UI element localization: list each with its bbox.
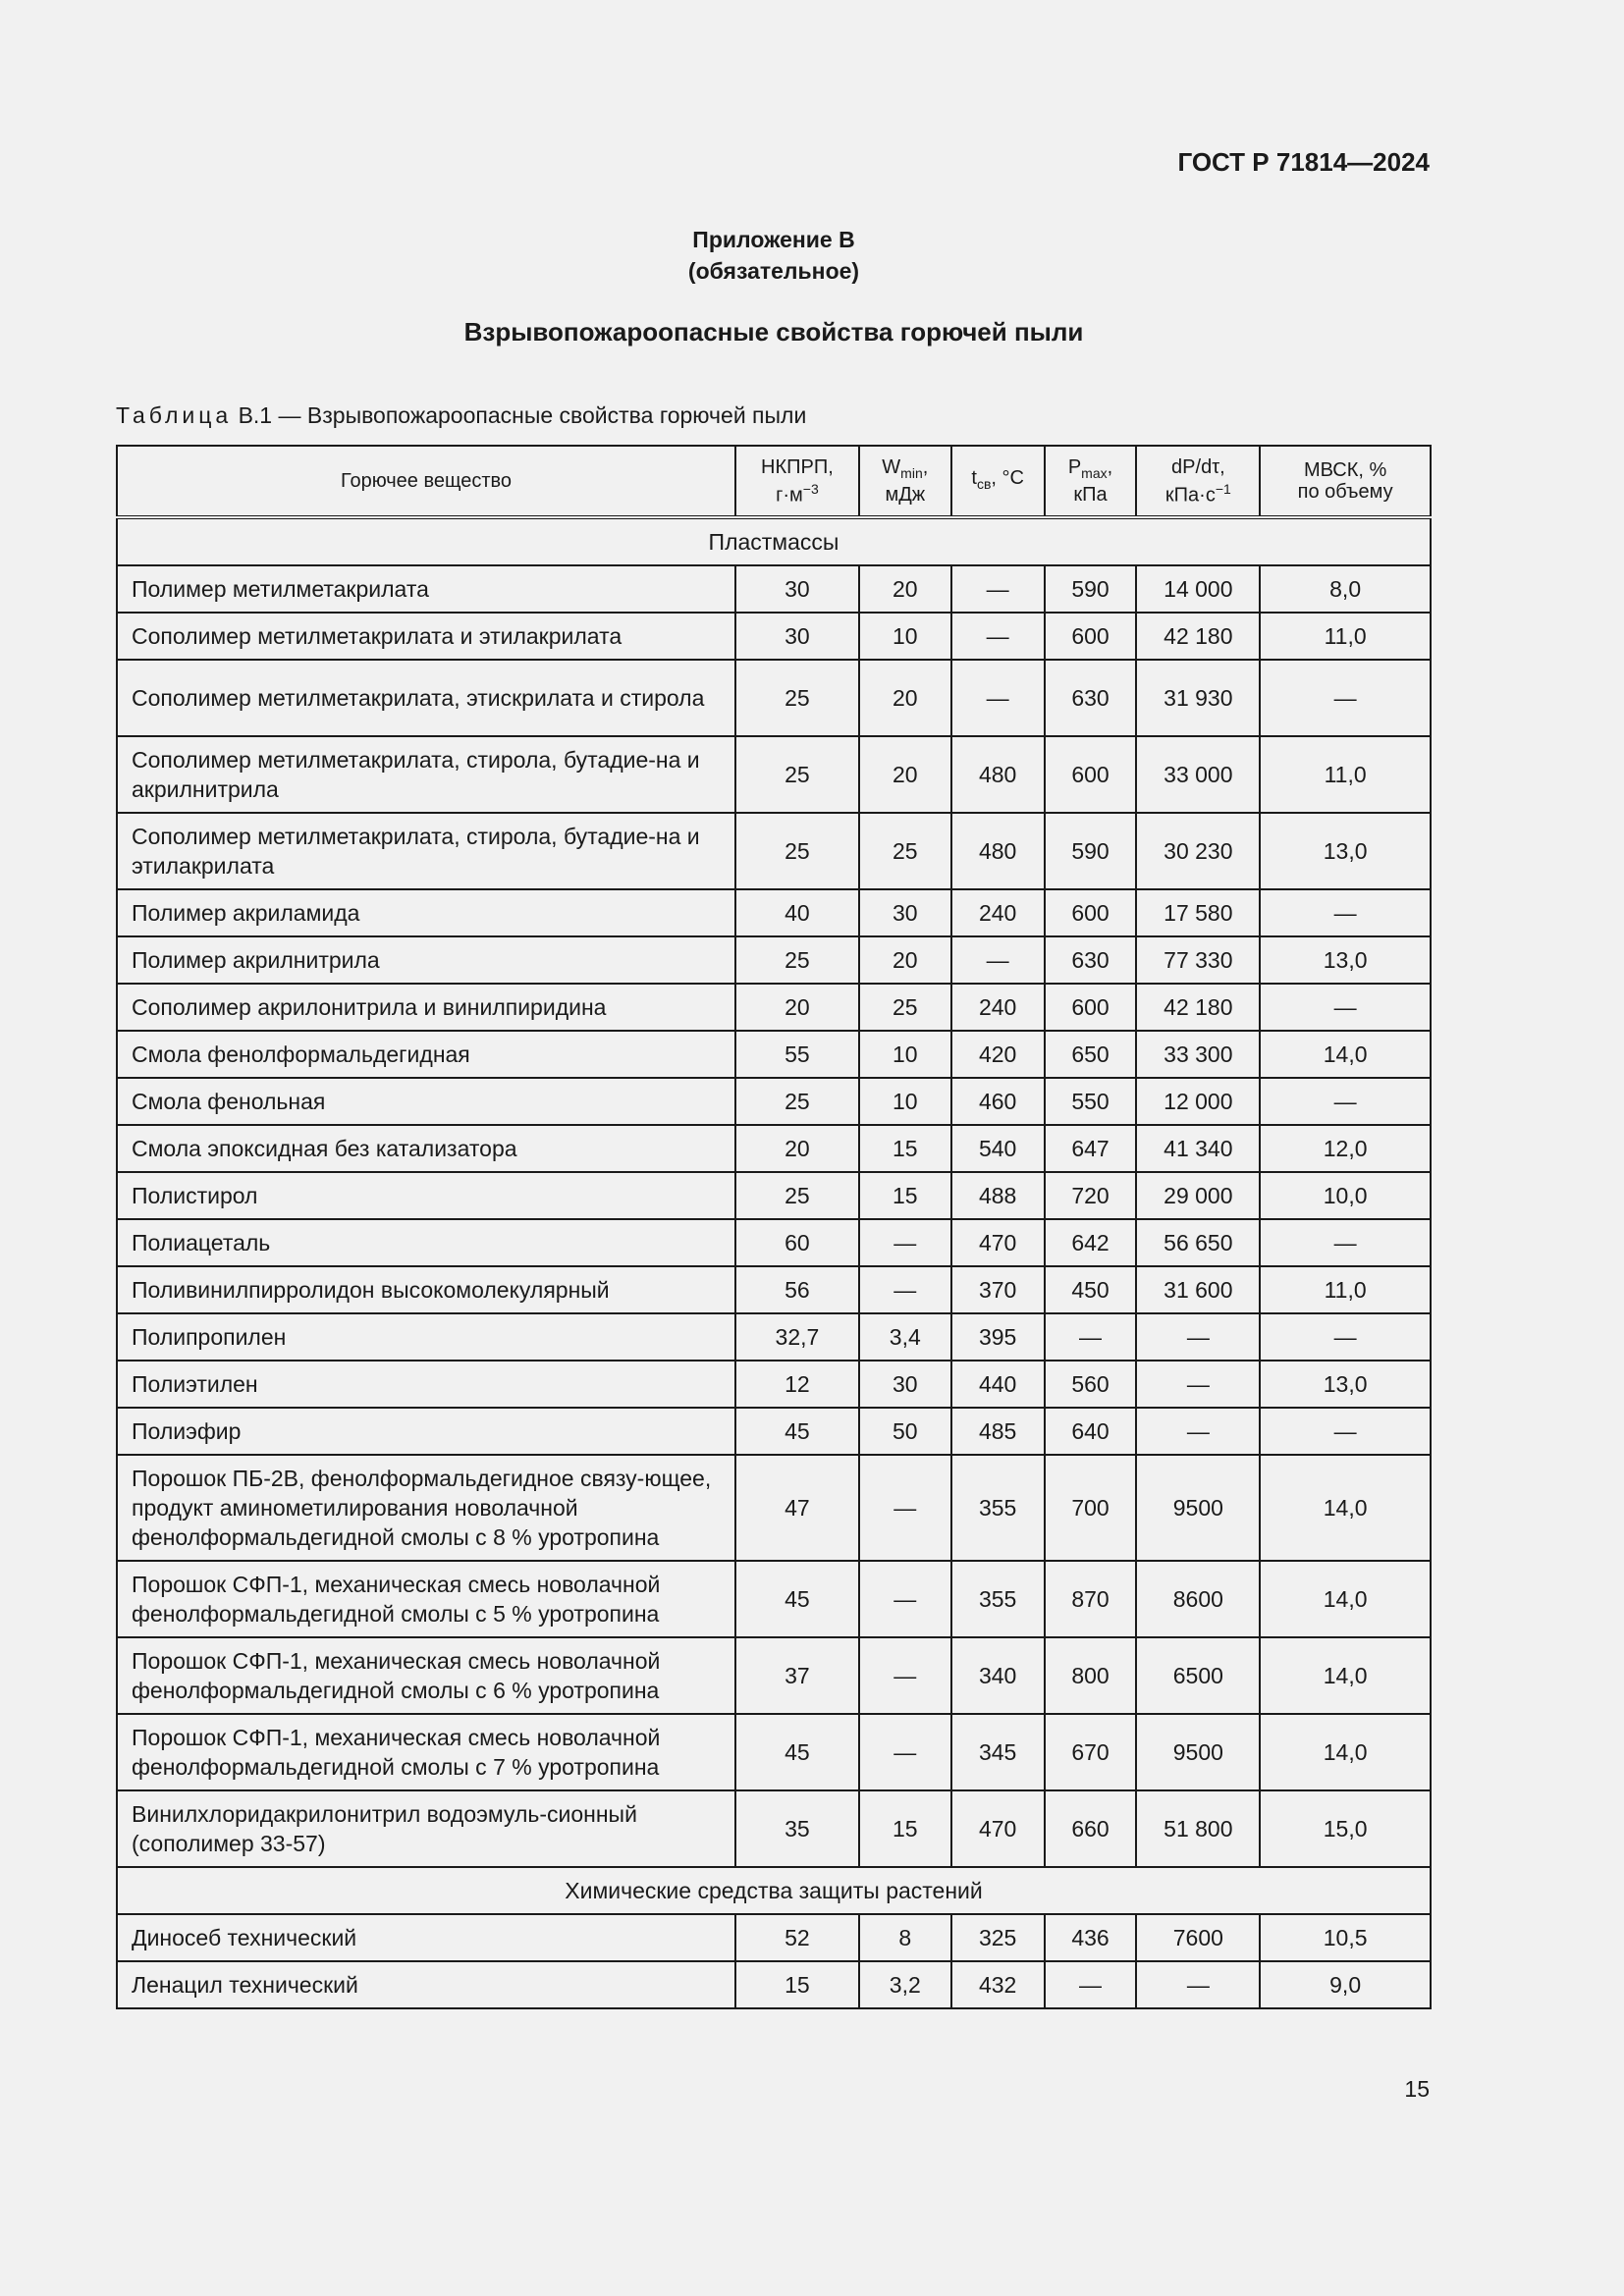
- wmin-value: 25: [859, 984, 951, 1031]
- col-header-wmin: $W_{min}$, мДж: [859, 446, 951, 517]
- dp-value: 9500: [1136, 1455, 1260, 1561]
- mvsk-value: 11,0: [1260, 736, 1431, 813]
- nkprp-value: 55: [735, 1031, 859, 1078]
- pmax-value: 436: [1045, 1914, 1137, 1961]
- nkprp-value: 25: [735, 1078, 859, 1125]
- dp-value: 51 800: [1136, 1790, 1260, 1867]
- nkprp-value: 25: [735, 1172, 859, 1219]
- dp-value: 33 300: [1136, 1031, 1260, 1078]
- mvsk-value: 14,0: [1260, 1714, 1431, 1790]
- mvsk-value: —: [1260, 1078, 1431, 1125]
- pmax-value: 600: [1045, 613, 1137, 660]
- pmax-value: 660: [1045, 1790, 1137, 1867]
- nkprp-value: 40: [735, 889, 859, 936]
- substance-name: Сополимер акрилонитрила и винилпиридина: [117, 984, 735, 1031]
- wmin-value: 20: [859, 565, 951, 613]
- tsv-value: 355: [951, 1561, 1045, 1637]
- wmin-value: —: [859, 1561, 951, 1637]
- substance-name: Порошок СФП-1, механическая смесь новолачной фенолформальдегидной смолы с 6 % уротропина: [117, 1637, 735, 1714]
- table-row: [117, 1455, 1431, 1561]
- properties-table: [116, 445, 1432, 2009]
- nkprp-value: 60: [735, 1219, 859, 1266]
- tsv-value: —: [951, 936, 1045, 984]
- nkprp-value: 25: [735, 813, 859, 889]
- wmin-value: 30: [859, 1361, 951, 1408]
- nkprp-value: 56: [735, 1266, 859, 1313]
- wmin-value: 10: [859, 1031, 951, 1078]
- tsv-value: 325: [951, 1914, 1045, 1961]
- substance-name: Полимер акрилнитрила: [117, 936, 735, 984]
- mvsk-value: 14,0: [1260, 1455, 1431, 1561]
- substance-name: Сополимер метилметакрилата, этискрилата и стирола: [117, 660, 735, 736]
- nkprp-value: 37: [735, 1637, 859, 1714]
- substance-name: Полиэтилен: [117, 1361, 735, 1408]
- mvsk-value: —: [1260, 1408, 1431, 1455]
- pmax-value: 630: [1045, 660, 1137, 736]
- tsv-value: 240: [951, 889, 1045, 936]
- mvsk-value: 13,0: [1260, 1361, 1431, 1408]
- mvsk-value: 15,0: [1260, 1790, 1431, 1867]
- nkprp-value: 30: [735, 613, 859, 660]
- standard-code: ГОСТ Р 71814—2024: [1177, 147, 1430, 177]
- table-row: [117, 1637, 1431, 1714]
- dp-value: 31 600: [1136, 1266, 1260, 1313]
- table-row: [117, 1561, 1431, 1637]
- substance-name: Смола фенолформальдегидная: [117, 1031, 735, 1078]
- wmin-value: 15: [859, 1172, 951, 1219]
- nkprp-value: 20: [735, 1125, 859, 1172]
- wmin-value: 3,4: [859, 1313, 951, 1361]
- dp-value: 6500: [1136, 1637, 1260, 1714]
- wmin-value: 10: [859, 1078, 951, 1125]
- table-row: [117, 1031, 1431, 1078]
- substance-name: Полиэфир: [117, 1408, 735, 1455]
- pmax-value: 450: [1045, 1266, 1137, 1313]
- nkprp-value: 12: [735, 1361, 859, 1408]
- pmax-value: 630: [1045, 936, 1137, 984]
- wmin-value: —: [859, 1714, 951, 1790]
- substance-name: Полимер метилметакрилата: [117, 565, 735, 613]
- table-caption-word: Таблица: [116, 402, 233, 428]
- substance-name: Смола эпоксидная без катализатора: [117, 1125, 735, 1172]
- substance-name: Порошок СФП-1, механическая смесь новолачной фенолформальдегидной смолы с 5 % уротропина: [117, 1561, 735, 1637]
- mvsk-value: —: [1260, 889, 1431, 936]
- wmin-value: 20: [859, 936, 951, 984]
- pmax-value: 640: [1045, 1408, 1137, 1455]
- nkprp-value: 47: [735, 1455, 859, 1561]
- pmax-value: —: [1045, 1961, 1137, 2008]
- pmax-value: 600: [1045, 984, 1137, 1031]
- dp-value: 42 180: [1136, 984, 1260, 1031]
- wmin-value: 20: [859, 736, 951, 813]
- annex-heading: [0, 224, 1547, 287]
- mvsk-value: 14,0: [1260, 1561, 1431, 1637]
- substance-name: Сополимер метилметакрилата и этилакрилата: [117, 613, 735, 660]
- tsv-value: 240: [951, 984, 1045, 1031]
- mvsk-value: 11,0: [1260, 613, 1431, 660]
- col-header-mvsk: МВСК, % по объему: [1260, 446, 1431, 517]
- group-title: Пластмассы: [117, 517, 1431, 565]
- dp-value: 33 000: [1136, 736, 1260, 813]
- dp-value: 17 580: [1136, 889, 1260, 936]
- dp-value: —: [1136, 1361, 1260, 1408]
- nkprp-value: 25: [735, 936, 859, 984]
- tsv-value: 440: [951, 1361, 1045, 1408]
- tsv-value: —: [951, 613, 1045, 660]
- wmin-value: 30: [859, 889, 951, 936]
- tsv-value: 460: [951, 1078, 1045, 1125]
- tsv-value: 540: [951, 1125, 1045, 1172]
- nkprp-value: 45: [735, 1561, 859, 1637]
- substance-name: Сополимер метилметакрилата, стирола, бутадие-на и этилакрилата: [117, 813, 735, 889]
- table-row: [117, 984, 1431, 1031]
- mvsk-value: 8,0: [1260, 565, 1431, 613]
- table-row: [117, 565, 1431, 613]
- nkprp-value: 45: [735, 1408, 859, 1455]
- pmax-value: 590: [1045, 813, 1137, 889]
- dp-value: 29 000: [1136, 1172, 1260, 1219]
- table-row: [117, 1078, 1431, 1125]
- mvsk-value: —: [1260, 1219, 1431, 1266]
- dp-value: —: [1136, 1961, 1260, 2008]
- pmax-value: 800: [1045, 1637, 1137, 1714]
- table-row: [117, 1125, 1431, 1172]
- wmin-value: 10: [859, 613, 951, 660]
- col-header-pmax: $P_{max}$, кПа: [1045, 446, 1137, 517]
- substance-name: Диносеб технический: [117, 1914, 735, 1961]
- pmax-value: 590: [1045, 565, 1137, 613]
- tsv-value: 470: [951, 1790, 1045, 1867]
- table-row: [117, 736, 1431, 813]
- substance-name: Полипропилен: [117, 1313, 735, 1361]
- substance-name: Сополимер метилметакрилата, стирола, бутадие-на и акрилнитрила: [117, 736, 735, 813]
- col-header-dp: dP/dτ, $кПа\cdot с^{-1}$: [1136, 446, 1260, 517]
- tsv-value: 485: [951, 1408, 1045, 1455]
- table-row: [117, 660, 1431, 736]
- nkprp-value: 25: [735, 660, 859, 736]
- tsv-value: —: [951, 565, 1045, 613]
- page-number: 15: [1404, 2076, 1430, 2102]
- table-row: [117, 1266, 1431, 1313]
- dp-value: 12 000: [1136, 1078, 1260, 1125]
- table-caption: [116, 402, 806, 429]
- tsv-value: 345: [951, 1714, 1045, 1790]
- dp-value: 31 930: [1136, 660, 1260, 736]
- substance-name: Полимер акриламида: [117, 889, 735, 936]
- pmax-value: 600: [1045, 736, 1137, 813]
- wmin-value: 8: [859, 1914, 951, 1961]
- mvsk-value: 10,5: [1260, 1914, 1431, 1961]
- tsv-value: 355: [951, 1455, 1045, 1561]
- tsv-value: 370: [951, 1266, 1045, 1313]
- dp-value: 42 180: [1136, 613, 1260, 660]
- pmax-value: 600: [1045, 889, 1137, 936]
- dp-value: 41 340: [1136, 1125, 1260, 1172]
- mvsk-value: —: [1260, 984, 1431, 1031]
- tsv-value: —: [951, 660, 1045, 736]
- tsv-value: 395: [951, 1313, 1045, 1361]
- pmax-value: 647: [1045, 1125, 1137, 1172]
- substance-name: Порошок ПБ-2В, фенолформальдегидное связу-ющее, продукт аминометилирования новолачной фенолформальдегидной смолы с 8 % уротропина: [117, 1455, 735, 1561]
- col-header-tsv: $t_{св}$, °C: [951, 446, 1045, 517]
- dp-value: —: [1136, 1313, 1260, 1361]
- mvsk-value: 11,0: [1260, 1266, 1431, 1313]
- wmin-value: 15: [859, 1125, 951, 1172]
- table-row: [117, 936, 1431, 984]
- wmin-value: 3,2: [859, 1961, 951, 2008]
- wmin-value: —: [859, 1266, 951, 1313]
- table-row: [117, 813, 1431, 889]
- nkprp-value: 35: [735, 1790, 859, 1867]
- table-row: [117, 889, 1431, 936]
- wmin-value: 20: [859, 660, 951, 736]
- tsv-value: 470: [951, 1219, 1045, 1266]
- dp-value: 8600: [1136, 1561, 1260, 1637]
- mvsk-value: 12,0: [1260, 1125, 1431, 1172]
- table-caption-number: В.1: [238, 402, 273, 428]
- table-row: [117, 1790, 1431, 1867]
- mvsk-value: 14,0: [1260, 1031, 1431, 1078]
- nkprp-value: 52: [735, 1914, 859, 1961]
- pmax-value: 720: [1045, 1172, 1137, 1219]
- dp-value: 7600: [1136, 1914, 1260, 1961]
- table-group-row: [117, 517, 1431, 565]
- mvsk-value: 13,0: [1260, 936, 1431, 984]
- substance-name: Смола фенольная: [117, 1078, 735, 1125]
- pmax-value: 670: [1045, 1714, 1137, 1790]
- table-row: [117, 1219, 1431, 1266]
- annex-status: (обязательное): [687, 258, 860, 284]
- dp-value: 14 000: [1136, 565, 1260, 613]
- tsv-value: 420: [951, 1031, 1045, 1078]
- nkprp-value: 30: [735, 565, 859, 613]
- pmax-value: 550: [1045, 1078, 1137, 1125]
- col-header-nkprp: НКПРП, $г\cdot м^{-3}$: [735, 446, 859, 517]
- mvsk-value: —: [1260, 1313, 1431, 1361]
- table-row: [117, 1313, 1431, 1361]
- pmax-value: 560: [1045, 1361, 1137, 1408]
- wmin-value: —: [859, 1455, 951, 1561]
- pmax-value: 700: [1045, 1455, 1137, 1561]
- table-caption-text: — Взрывопожароопасные свойства горючей пыли: [278, 402, 807, 428]
- tsv-value: 480: [951, 813, 1045, 889]
- table-row: [117, 1914, 1431, 1961]
- substance-name: Порошок СФП-1, механическая смесь новолачной фенолформальдегидной смолы с 7 % уротропина: [117, 1714, 735, 1790]
- dp-value: 9500: [1136, 1714, 1260, 1790]
- substance-name: Ленацил технический: [117, 1961, 735, 2008]
- substance-name: Поливинилпирролидон высокомолекулярный: [117, 1266, 735, 1313]
- wmin-value: —: [859, 1219, 951, 1266]
- nkprp-value: 25: [735, 736, 859, 813]
- wmin-value: —: [859, 1637, 951, 1714]
- mvsk-value: —: [1260, 660, 1431, 736]
- group-title: Химические средства защиты растений: [117, 1867, 1431, 1914]
- pmax-value: 870: [1045, 1561, 1137, 1637]
- substance-name: Полиацеталь: [117, 1219, 735, 1266]
- tsv-value: 488: [951, 1172, 1045, 1219]
- mvsk-value: 13,0: [1260, 813, 1431, 889]
- mvsk-value: 9,0: [1260, 1961, 1431, 2008]
- dp-value: 30 230: [1136, 813, 1260, 889]
- section-title: Взрывопожароопасные свойства горючей пыли: [463, 317, 1084, 347]
- col-header-substance: Горючее вещество: [117, 446, 735, 517]
- wmin-value: 15: [859, 1790, 951, 1867]
- table-row: [117, 1361, 1431, 1408]
- table-group-row: [117, 1867, 1431, 1914]
- wmin-value: 50: [859, 1408, 951, 1455]
- substance-name: Винилхлоридакрилонитрил водоэмуль-сионный (сополимер 33-57): [117, 1790, 735, 1867]
- tsv-value: 340: [951, 1637, 1045, 1714]
- wmin-value: 25: [859, 813, 951, 889]
- nkprp-value: 45: [735, 1714, 859, 1790]
- nkprp-value: 20: [735, 984, 859, 1031]
- substance-name: Полистирол: [117, 1172, 735, 1219]
- table-row: [117, 1714, 1431, 1790]
- nkprp-value: 15: [735, 1961, 859, 2008]
- table-row: [117, 1961, 1431, 2008]
- annex-title: Приложение В: [692, 227, 855, 252]
- pmax-value: 642: [1045, 1219, 1137, 1266]
- table-row: [117, 613, 1431, 660]
- pmax-value: —: [1045, 1313, 1137, 1361]
- mvsk-value: 10,0: [1260, 1172, 1431, 1219]
- dp-value: —: [1136, 1408, 1260, 1455]
- tsv-value: 432: [951, 1961, 1045, 2008]
- nkprp-value: 32,7: [735, 1313, 859, 1361]
- mvsk-value: 14,0: [1260, 1637, 1431, 1714]
- table-row: [117, 1408, 1431, 1455]
- table-header-row: [117, 446, 1431, 517]
- tsv-value: 480: [951, 736, 1045, 813]
- dp-value: 56 650: [1136, 1219, 1260, 1266]
- table-row: [117, 1172, 1431, 1219]
- dp-value: 77 330: [1136, 936, 1260, 984]
- pmax-value: 650: [1045, 1031, 1137, 1078]
